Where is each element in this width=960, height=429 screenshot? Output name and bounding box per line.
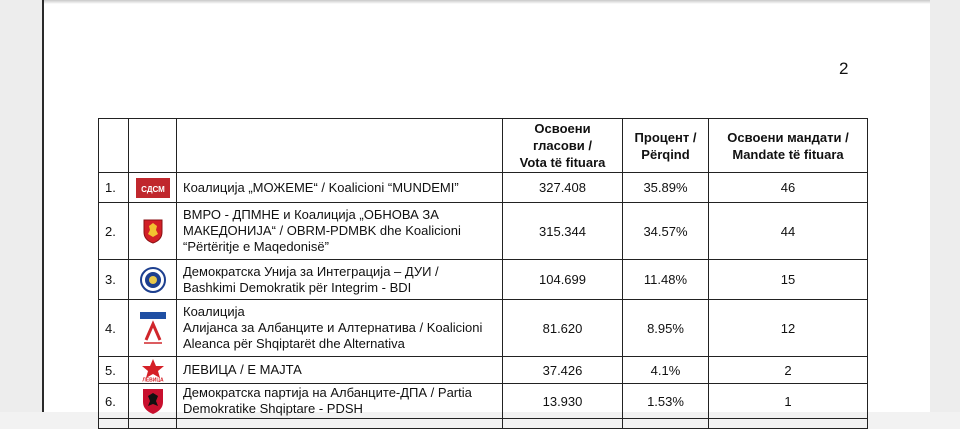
dpa-eagle-icon	[141, 387, 165, 415]
dpa-logo	[129, 384, 177, 419]
sdsm-logo	[129, 173, 177, 203]
header-percent-sq: Përqind	[641, 146, 690, 162]
vmro-logo	[129, 203, 177, 260]
table-row	[99, 357, 868, 384]
dui-emblem-icon	[140, 267, 166, 293]
party-name	[177, 357, 503, 384]
row-number: 2.	[99, 203, 129, 260]
aa-alternativa-logo	[129, 300, 177, 357]
aa-alternativa-icon	[138, 310, 168, 346]
header-percent-mk: Процент /	[634, 129, 697, 145]
votes-value: 104.699	[503, 260, 623, 300]
party-name-line: Bashkimi Demokratik për Integrim - BDI	[183, 279, 412, 295]
seats-value: 15	[709, 260, 868, 300]
header-number	[99, 119, 129, 173]
table-row	[99, 384, 868, 419]
party-name	[177, 260, 503, 300]
percent-value: 8.95%	[623, 300, 709, 357]
party-name-line: Aleanca për Shqiptarët dhe Alternativa	[183, 336, 405, 351]
header-votes	[503, 119, 623, 173]
party-name-line: Demokratike Shqiptare - PDSH	[183, 401, 363, 416]
party-name-line: Демократска партија на Албанците-ДПА / Partia	[183, 385, 472, 400]
party-name-line: ЛЕВИЦА / Е МАЈТА	[183, 362, 302, 377]
header-seats-mk: Освоени мандати /	[727, 129, 849, 145]
percent-value: 4.1%	[623, 357, 709, 384]
party-name	[177, 203, 503, 260]
votes-value: 327.408	[503, 173, 623, 203]
header-seats	[709, 119, 868, 173]
header-seats-sq: Mandate të fituara	[732, 146, 844, 162]
vmro-lion-icon	[142, 218, 164, 244]
left-background	[0, 0, 42, 412]
seats-value: 46	[709, 173, 868, 203]
row-number: 3.	[99, 260, 129, 300]
party-name-line: Коалиција	[183, 304, 245, 319]
party-name-line: Алијанса за Албанците и Алтернатива / Koalicioni	[183, 320, 483, 335]
seats-value: 12	[709, 300, 868, 357]
row-number: 5.	[99, 357, 129, 384]
table-row	[99, 203, 868, 260]
header-votes-mk: Освоени гласови /	[533, 121, 592, 153]
levica-logo	[129, 357, 177, 384]
votes-value: 315.344	[503, 203, 623, 260]
seats-value: 2	[709, 357, 868, 384]
right-background	[930, 0, 960, 412]
party-name	[177, 384, 503, 419]
seats-value: 44	[709, 203, 868, 260]
row-number: 1.	[99, 173, 129, 203]
header-party	[177, 119, 503, 173]
party-name	[177, 173, 503, 203]
table-row	[99, 260, 868, 300]
percent-value: 35.89%	[623, 173, 709, 203]
seats-value: 1	[709, 384, 868, 419]
party-name-line: Демократска Унија за Интеграција – ДУИ /	[183, 263, 439, 279]
header-votes-sq: Vota të fituara	[519, 155, 606, 170]
party-name-line: ВМРО - ДПМНЕ и Коалиција „ОБНОВА ЗА	[183, 207, 439, 222]
percent-value: 11.48%	[623, 260, 709, 300]
levica-logo-text: ЛЕВИЦА	[141, 377, 164, 382]
table-row	[99, 300, 868, 357]
votes-value: 13.930	[503, 384, 623, 419]
percent-value: 1.53%	[623, 384, 709, 419]
sdsm-logo-text: СДСМ	[140, 184, 165, 194]
table-row-partial	[99, 419, 868, 429]
header-percent	[623, 119, 709, 173]
header-logo	[129, 119, 177, 173]
row-number: 4.	[99, 300, 129, 357]
party-name-line: Коалиција „МОЖЕМЕ“ / Koalicioni “MUNDEMI”	[183, 179, 459, 195]
page-number: 2	[839, 59, 849, 78]
party-name-line: МАКЕДОНИЈА“ / OBRM-PDMBK dhe Koalicioni	[183, 223, 461, 238]
percent-value: 34.57%	[623, 203, 709, 260]
table-row	[99, 173, 868, 203]
row-number: 6.	[99, 384, 129, 419]
votes-value: 81.620	[503, 300, 623, 357]
votes-value: 37.426	[503, 357, 623, 384]
election-results-table	[98, 118, 868, 429]
levica-star-icon	[138, 358, 168, 382]
table-header-row	[99, 119, 868, 173]
top-shadow	[44, 0, 930, 4]
sdsm-logo-icon	[136, 178, 170, 198]
dui-logo	[129, 260, 177, 300]
party-name	[177, 300, 503, 357]
document-page	[42, 0, 930, 416]
party-name-line: “Përtëritje e Maqedonisë”	[183, 239, 329, 254]
